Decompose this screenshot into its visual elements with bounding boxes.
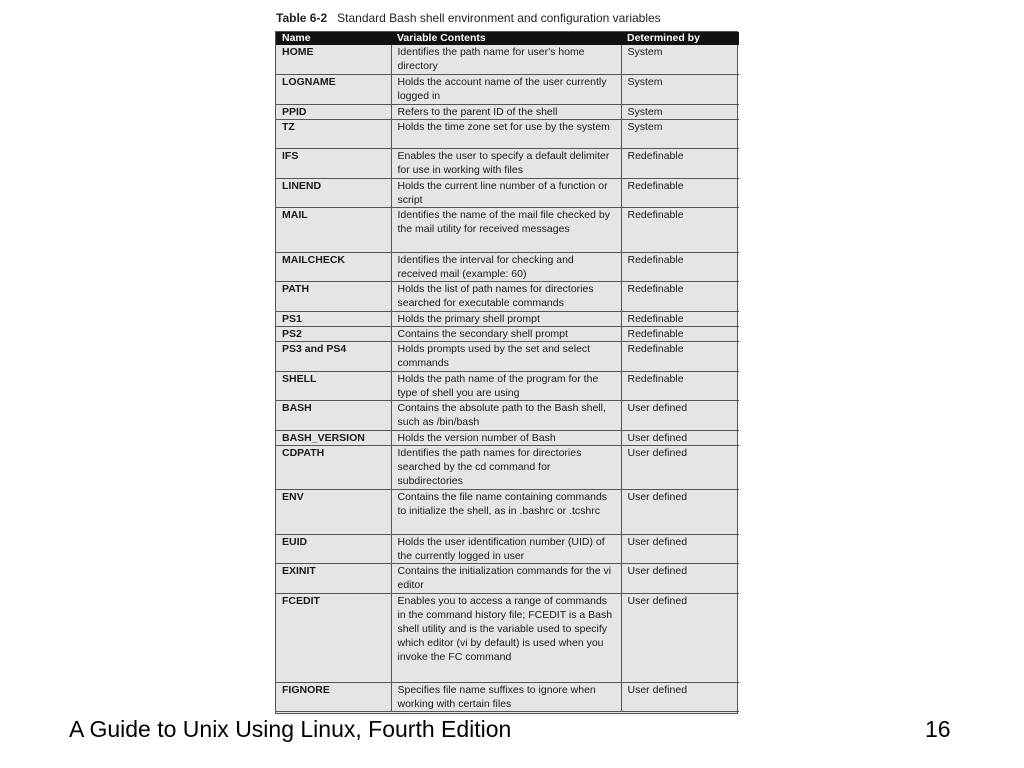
variable-contents-cell: Contains the initialization commands for the vi editor bbox=[391, 564, 621, 594]
variable-name-cell: TZ bbox=[276, 119, 391, 149]
variable-name-cell: PS1 bbox=[276, 312, 391, 327]
page-number: 16 bbox=[925, 716, 951, 742]
variable-contents-cell: Holds the primary shell prompt bbox=[391, 312, 621, 327]
variable-contents-cell: Contains the absolute path to the Bash shell, such as /bin/bash bbox=[391, 401, 621, 431]
determined-by-cell: Redefinable bbox=[621, 371, 739, 401]
table-row bbox=[276, 149, 739, 179]
table-row bbox=[276, 119, 739, 149]
table-row bbox=[276, 564, 739, 594]
table-row bbox=[276, 593, 739, 682]
variable-name-cell: FIGNORE bbox=[276, 682, 391, 712]
table-title: Standard Bash shell environment and configuration variables bbox=[337, 11, 661, 25]
header-name: Name bbox=[276, 32, 391, 45]
variable-contents-cell: Holds the path name of the program for the type of shell you are using bbox=[391, 371, 621, 401]
header-variable-contents: Variable Contents bbox=[391, 32, 621, 45]
determined-by-cell: User defined bbox=[621, 682, 739, 712]
variable-contents-cell: Holds the version number of Bash bbox=[391, 430, 621, 445]
determined-by-cell: System bbox=[621, 119, 739, 149]
variable-contents-cell: Identifies the name of the mail file checked by the mail utility for received messages bbox=[391, 208, 621, 252]
variable-contents-cell: Holds prompts used by the set and select commands bbox=[391, 342, 621, 372]
variable-name-cell: PS2 bbox=[276, 327, 391, 342]
variable-name-cell: LOGNAME bbox=[276, 75, 391, 105]
variable-contents-cell: Holds the list of path names for directories searched for executable commands bbox=[391, 282, 621, 312]
table-row bbox=[276, 252, 739, 282]
determined-by-cell: Redefinable bbox=[621, 208, 739, 252]
table-row bbox=[276, 45, 739, 75]
variable-contents-cell: Identifies the interval for checking and received mail (example: 60) bbox=[391, 252, 621, 282]
variable-name-cell: IFS bbox=[276, 149, 391, 179]
table-row bbox=[276, 208, 739, 252]
table-row bbox=[276, 282, 739, 312]
determined-by-cell: User defined bbox=[621, 401, 739, 431]
variable-name-cell: LINEND bbox=[276, 178, 391, 208]
variable-contents-cell: Enables the user to specify a default delimiter for use in working with files bbox=[391, 149, 621, 179]
variable-contents-cell: Specifies file name suffixes to ignore when working with certain files bbox=[391, 682, 621, 712]
variable-contents-cell: Holds the time zone set for use by the system bbox=[391, 119, 621, 149]
variable-name-cell: SHELL bbox=[276, 371, 391, 401]
determined-by-cell: User defined bbox=[621, 430, 739, 445]
determined-by-cell: System bbox=[621, 104, 739, 119]
footer-book-title: A Guide to Unix Using Linux, Fourth Edition bbox=[69, 716, 512, 742]
variable-name-cell: CDPATH bbox=[276, 445, 391, 489]
variable-name-cell: MAILCHECK bbox=[276, 252, 391, 282]
determined-by-cell: User defined bbox=[621, 564, 739, 594]
table-caption bbox=[276, 11, 661, 25]
determined-by-cell: User defined bbox=[621, 445, 739, 489]
table-row bbox=[276, 312, 739, 327]
table-row bbox=[276, 534, 739, 564]
variable-contents-cell: Identifies the path names for directories searched by the cd command for subdirectories bbox=[391, 445, 621, 489]
variable-contents-cell: Contains the file name containing commands to initialize the shell, as in .bashrc or .tcshrc bbox=[391, 490, 621, 534]
determined-by-cell: System bbox=[621, 45, 739, 75]
variable-name-cell: ENV bbox=[276, 490, 391, 534]
determined-by-cell: User defined bbox=[621, 593, 739, 682]
variable-contents-cell: Contains the secondary shell prompt bbox=[391, 327, 621, 342]
determined-by-cell: Redefinable bbox=[621, 178, 739, 208]
determined-by-cell: Redefinable bbox=[621, 149, 739, 179]
table-row bbox=[276, 75, 739, 105]
variable-name-cell: BASH_VERSION bbox=[276, 430, 391, 445]
table-row bbox=[276, 104, 739, 119]
table-number: Table 6-2 bbox=[276, 11, 328, 25]
table-row bbox=[276, 490, 739, 534]
variables-table bbox=[276, 32, 739, 712]
variables-table-frame bbox=[275, 31, 738, 714]
determined-by-cell: Redefinable bbox=[621, 342, 739, 372]
determined-by-cell: Redefinable bbox=[621, 252, 739, 282]
table-body bbox=[276, 45, 739, 712]
table-header-row bbox=[276, 32, 739, 45]
variable-name-cell: MAIL bbox=[276, 208, 391, 252]
table-row bbox=[276, 342, 739, 372]
table-row bbox=[276, 401, 739, 431]
table-row bbox=[276, 178, 739, 208]
variable-name-cell: EXINIT bbox=[276, 564, 391, 594]
table-row bbox=[276, 371, 739, 401]
table-row bbox=[276, 430, 739, 445]
table-row bbox=[276, 445, 739, 489]
determined-by-cell: User defined bbox=[621, 534, 739, 564]
variable-contents-cell: Holds the user identification number (UID) of the currently logged in user bbox=[391, 534, 621, 564]
header-determined-by: Determined by bbox=[621, 32, 739, 45]
variable-name-cell: PS3 and PS4 bbox=[276, 342, 391, 372]
variable-contents-cell: Refers to the parent ID of the shell bbox=[391, 104, 621, 119]
variable-contents-cell: Holds the account name of the user currently logged in bbox=[391, 75, 621, 105]
variable-name-cell: PPID bbox=[276, 104, 391, 119]
determined-by-cell: Redefinable bbox=[621, 312, 739, 327]
table-row bbox=[276, 327, 739, 342]
variable-contents-cell: Holds the current line number of a function or script bbox=[391, 178, 621, 208]
determined-by-cell: User defined bbox=[621, 490, 739, 534]
determined-by-cell: Redefinable bbox=[621, 327, 739, 342]
determined-by-cell: Redefinable bbox=[621, 282, 739, 312]
variable-name-cell: PATH bbox=[276, 282, 391, 312]
table-row bbox=[276, 682, 739, 712]
determined-by-cell: System bbox=[621, 75, 739, 105]
variable-name-cell: EUID bbox=[276, 534, 391, 564]
variable-name-cell: HOME bbox=[276, 45, 391, 75]
variable-name-cell: BASH bbox=[276, 401, 391, 431]
variable-contents-cell: Enables you to access a range of commands in the command history file; FCEDIT is a Bash shell utility and is the variable used to specify which editor (vi by default) is used when you invoke the FC command bbox=[391, 593, 621, 682]
variable-contents-cell: Identifies the path name for user's home directory bbox=[391, 45, 621, 75]
variable-name-cell: FCEDIT bbox=[276, 593, 391, 682]
